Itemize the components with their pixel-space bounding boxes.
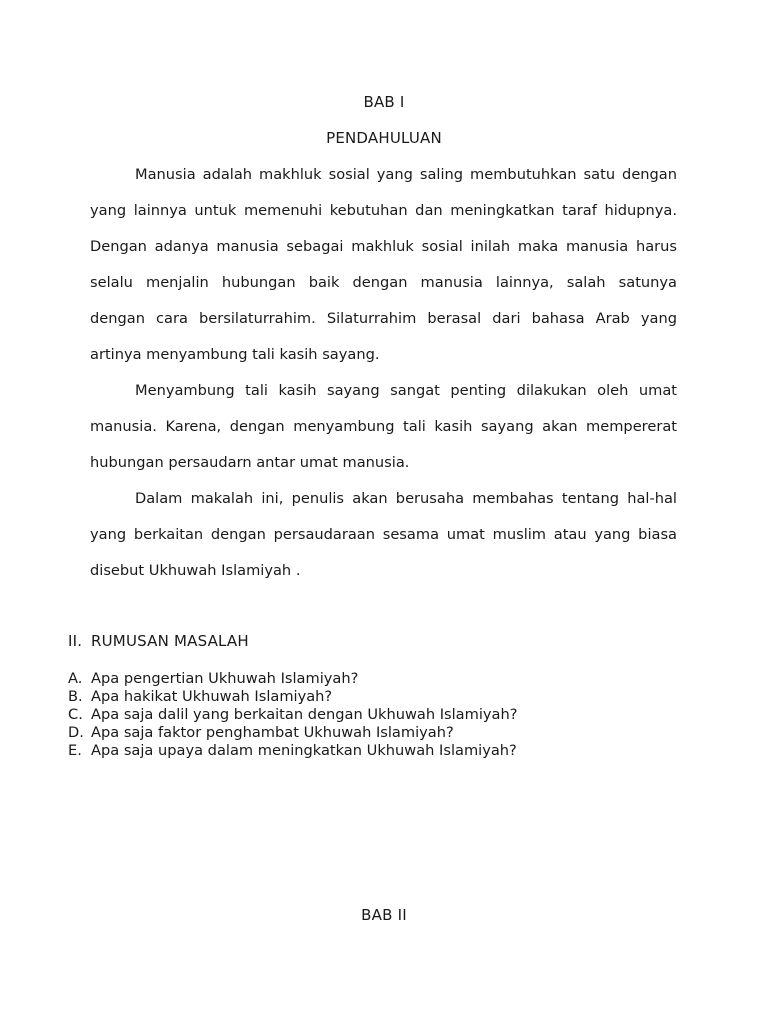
list-marker: D. [68,724,84,741]
list-marker: E. [68,742,82,759]
list-marker: C. [68,706,83,723]
list-item-text: Apa pengertian Ukhuwah Islamiyah? [91,670,359,687]
chapter-title-pendahuluan: PENDAHULUAN [326,129,442,147]
paragraph-3 [90,481,677,589]
list-item-text: Apa saja faktor penghambat Ukhuwah Islamiyah? [91,724,454,741]
list-item-text: Apa saja upaya dalam meningkatkan Ukhuwah Islamiyah? [91,742,517,759]
paragraph-line: Menyambung tali kasih sayang sangat penting dilakukan oleh umat [135,382,677,399]
paragraph-line: Dalam makalah ini, penulis akan berusaha membahas tentang hal-hal [135,490,677,507]
paragraph-line: yang lainnya untuk memenuhi kebutuhan dan meningkatkan taraf hidupnya. [90,202,677,219]
paragraph-line: yang berkaitan dengan persaudaraan sesama umat muslim atau yang biasa [90,526,677,543]
paragraph-line: selalu menjalin hubungan baik dengan manusia lainnya, salah satunya [90,274,677,291]
list-item [68,742,517,760]
chapter-heading-bab-1: BAB I [363,93,405,111]
list-item-text: Apa hakikat Ukhuwah Islamiyah? [91,688,333,705]
paragraph-line: hubungan persaudarn antar umat manusia. [90,454,410,471]
list-item [68,688,517,706]
section-number: II. [68,632,83,650]
list-item [68,670,517,688]
chapter-heading-bab-2: BAB II [361,906,407,924]
list-marker: A. [68,670,83,687]
paragraph-1 [90,157,677,373]
paragraph-line: artinya menyambung tali kasih sayang. [90,346,380,363]
paragraph-line: manusia. Karena, dengan menyambung tali kasih sayang akan mempererat [90,418,677,435]
list-item-text: Apa saja dalil yang berkaitan dengan Ukhuwah Islamiyah? [91,706,518,723]
section-title: RUMUSAN MASALAH [91,632,249,650]
paragraph-line: dengan cara bersilaturrahim. Silaturrahim berasal dari bahasa Arab yang [90,310,677,327]
question-list [68,670,517,760]
paragraph-line: disebut Ukhuwah Islamiyah . [90,562,301,579]
paragraph-line: Dengan adanya manusia sebagai makhluk sosial inilah maka manusia harus [90,238,677,255]
list-item [68,706,517,724]
paragraph-2 [90,373,677,481]
list-item [68,724,517,742]
paragraph-line: Manusia adalah makhluk sosial yang saling membutuhkan satu dengan [135,166,677,183]
section-heading-rumusan-masalah [68,632,249,650]
list-marker: B. [68,688,83,705]
